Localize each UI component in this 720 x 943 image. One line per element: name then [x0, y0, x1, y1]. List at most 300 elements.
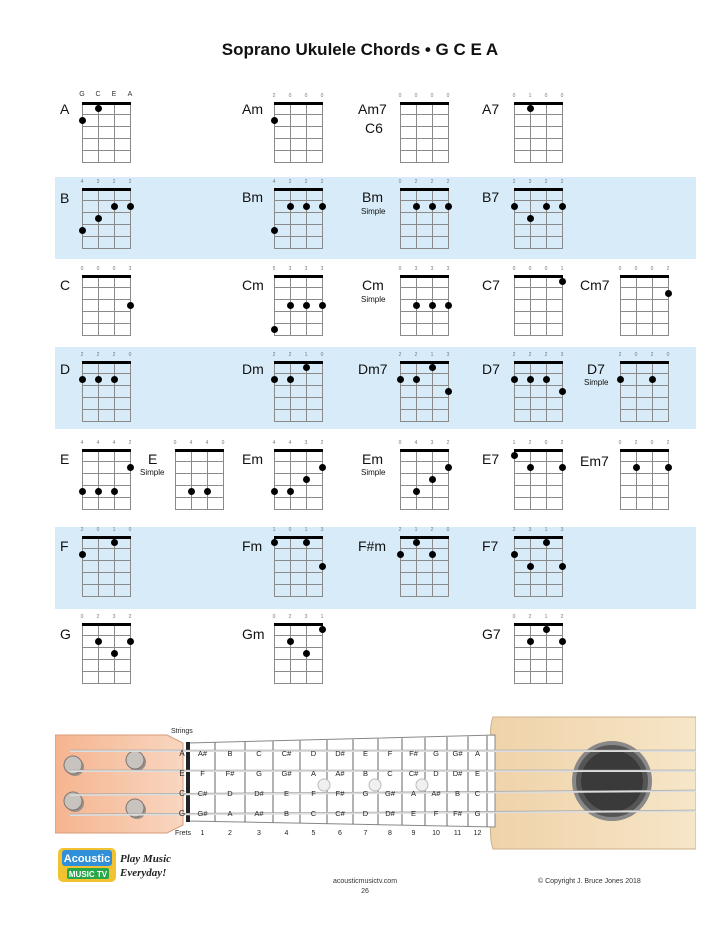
- fret-number: 0: [512, 614, 516, 620]
- fret-cell: [416, 150, 433, 163]
- fret-number: 2: [560, 614, 564, 620]
- chord-diagram: [618, 266, 670, 335]
- fret-cell: [82, 236, 99, 249]
- fret-cell: [530, 236, 547, 249]
- fret-note: E: [283, 789, 290, 798]
- fret-number: 0: [544, 93, 548, 99]
- finger-dot: [429, 302, 436, 309]
- chord-diagram: [618, 352, 670, 421]
- fret-cell: [400, 150, 417, 163]
- chord-label: Em: [362, 451, 383, 467]
- finger-dot: [271, 227, 278, 234]
- finger-dot: [429, 203, 436, 210]
- finger-dot: [543, 376, 550, 383]
- fret-note: E: [410, 809, 417, 818]
- fret-note: G#: [281, 769, 292, 778]
- finger-dot: [287, 203, 294, 210]
- fret-number: 3: [288, 266, 292, 272]
- nut: [514, 536, 563, 539]
- nut: [274, 623, 323, 626]
- fret-note: A#: [197, 749, 208, 758]
- position-marker: [318, 779, 330, 791]
- fret-cell: [114, 150, 131, 163]
- fret-cell: [432, 584, 449, 597]
- chord-diagram: [80, 614, 132, 683]
- fret-note: D: [433, 769, 439, 778]
- finger-dot: [287, 638, 294, 645]
- fret-number-label: 3: [257, 830, 261, 837]
- finger-dot: [271, 539, 278, 546]
- fret-number: 0: [398, 266, 402, 272]
- fret-number: 2: [320, 440, 324, 446]
- finger-dot: [271, 376, 278, 383]
- fret-number: 4: [272, 179, 276, 185]
- fret-number: 0: [650, 440, 654, 446]
- fret-number: 4: [112, 440, 116, 446]
- nut: [274, 449, 323, 452]
- fret-number: 0: [221, 440, 225, 446]
- nut: [514, 449, 563, 452]
- fret-number: 0: [80, 614, 84, 620]
- nut: [620, 361, 669, 364]
- chord-diagram: [512, 352, 564, 421]
- finger-dot: [188, 488, 195, 495]
- fret-cell: [546, 150, 563, 163]
- chord-diagram: [272, 93, 324, 162]
- logo-line1: Acoustic: [63, 853, 111, 865]
- fret-note: B: [454, 789, 461, 798]
- fret-number: 2: [430, 179, 434, 185]
- fret-number: 2: [430, 527, 434, 533]
- fret-number: 0: [112, 266, 116, 272]
- fret-note: D: [227, 789, 233, 798]
- fret-cell: [290, 323, 307, 336]
- fret-cell: [290, 409, 307, 422]
- fret-note: A: [310, 769, 317, 778]
- fret-number: 2: [446, 179, 450, 185]
- sound-hole-inner: [581, 750, 643, 812]
- fret-note: D#: [385, 809, 395, 818]
- finger-dot: [303, 364, 310, 371]
- string-name: G: [79, 91, 85, 98]
- fret-cell: [514, 323, 531, 336]
- fret-cell: [620, 323, 637, 336]
- finger-dot: [527, 376, 534, 383]
- fret-note: B: [227, 749, 233, 758]
- fret-note: F: [387, 749, 393, 758]
- fret-number: 0: [560, 93, 564, 99]
- fret-note: G: [256, 769, 262, 778]
- fret-number: 3: [560, 352, 564, 358]
- fret-note: G: [362, 789, 369, 798]
- finger-dot: [111, 488, 118, 495]
- fret-cell: [82, 409, 99, 422]
- chord-label: Em: [242, 451, 263, 467]
- chord-label: C7: [482, 277, 500, 293]
- finger-dot: [617, 376, 624, 383]
- chord-diagram: [80, 527, 132, 596]
- fret-number: 3: [528, 527, 532, 533]
- fret-number: 0: [618, 440, 622, 446]
- fret-number: 2: [398, 527, 402, 533]
- fret-cell: [514, 584, 531, 597]
- chord-label: Am: [242, 101, 263, 117]
- chord-label: C: [60, 277, 71, 293]
- fret-note: C#: [197, 789, 208, 798]
- fret-number-label: 7: [363, 830, 368, 837]
- fret-cell: [620, 409, 637, 422]
- fret-number: 1: [304, 527, 308, 533]
- finger-dot: [429, 551, 436, 558]
- fret-cell: [274, 497, 291, 510]
- fret-number: 0: [446, 93, 450, 99]
- fret-number-label: 11: [453, 830, 462, 837]
- finger-dot: [111, 376, 118, 383]
- fret-number: 0: [304, 93, 308, 99]
- fret-number: 2: [398, 352, 402, 358]
- fret-cell: [306, 497, 323, 510]
- fret-number: 0: [96, 266, 100, 272]
- fret-note: E: [474, 769, 481, 778]
- finger-dot: [79, 376, 86, 383]
- fret-number: 1: [544, 614, 548, 620]
- finger-dot: [445, 388, 452, 395]
- fret-cell: [114, 236, 131, 249]
- fret-number: 2: [666, 440, 670, 446]
- fret-note: D: [310, 749, 317, 758]
- fret-note: C: [310, 809, 317, 818]
- fret-cell: [306, 150, 323, 163]
- fret-cell: [82, 671, 99, 684]
- finger-dot: [527, 215, 534, 222]
- finger-dot: [559, 388, 566, 395]
- fret-number: 0: [634, 266, 638, 272]
- chord-label: Cm: [242, 277, 264, 293]
- fret-note: E: [362, 749, 369, 758]
- fret-cell: [636, 409, 653, 422]
- finger-dot: [413, 203, 420, 210]
- fret-cell: [274, 150, 291, 163]
- logo-line2: MUSIC TV: [68, 870, 108, 879]
- row-band-2: [55, 347, 696, 429]
- fret-note: B: [283, 809, 290, 818]
- fret-number-label: 8: [388, 830, 392, 837]
- finger-dot: [445, 203, 452, 210]
- fret-cell: [416, 236, 433, 249]
- finger-dot: [111, 650, 118, 657]
- finger-dot: [319, 302, 326, 309]
- fret-cell: [416, 409, 433, 422]
- chord-variant-label: Simple: [361, 295, 386, 304]
- nut: [514, 188, 563, 191]
- fret-cell: [530, 409, 547, 422]
- fret-number: 1: [304, 352, 308, 358]
- fret-number-label: 2: [228, 830, 232, 837]
- fret-number: 2: [414, 179, 418, 185]
- fret-cell: [98, 236, 115, 249]
- fret-number: 2: [560, 179, 564, 185]
- nut: [82, 449, 131, 452]
- strings-label: Strings: [171, 728, 193, 735]
- fret-number: 1: [512, 440, 516, 446]
- fret-cell: [98, 150, 115, 163]
- fret-number: 0: [650, 266, 654, 272]
- chord-diagram: [272, 352, 324, 421]
- fret-number: 2: [528, 614, 532, 620]
- fret-note: F: [200, 769, 205, 778]
- fret-note: F#: [409, 749, 418, 758]
- fret-number: 4: [189, 440, 193, 446]
- chord-label: F: [60, 538, 69, 554]
- fret-number: 1: [320, 614, 324, 620]
- fret-number: 4: [288, 440, 292, 446]
- finger-dot: [559, 278, 566, 285]
- chord-diagram: [618, 440, 670, 509]
- fret-cell: [274, 671, 291, 684]
- string-name: C: [95, 91, 101, 98]
- chord-diagram: [512, 527, 564, 596]
- chord-label: Cm7: [580, 277, 610, 293]
- fret-number: 4: [205, 440, 209, 446]
- fret-number: 4: [414, 440, 418, 446]
- chord-label: E7: [482, 451, 500, 467]
- fret-number: 2: [512, 352, 516, 358]
- fret-number: 2: [80, 352, 84, 358]
- finger-dot: [559, 464, 566, 471]
- finger-dot: [397, 551, 404, 558]
- footer-copyright: © Copyright J. Bruce Jones 2018: [538, 878, 641, 885]
- fret-note: G#: [452, 749, 463, 758]
- chord-diagram: [272, 440, 324, 509]
- fret-cell: [114, 409, 131, 422]
- nut: [274, 536, 323, 539]
- chord-diagram: [272, 527, 324, 596]
- chord-label: F#m: [358, 538, 386, 554]
- finger-dot: [511, 376, 518, 383]
- fret-cell: [416, 584, 433, 597]
- fret-number-label: 1: [200, 830, 205, 837]
- fret-note: A#: [431, 789, 441, 798]
- fret-number-label: 10: [432, 830, 440, 837]
- chord-diagram: [398, 93, 450, 162]
- finger-dot: [287, 376, 294, 383]
- fret-cell: [620, 497, 637, 510]
- fret-number: 3: [430, 440, 434, 446]
- fret-number: 1: [112, 527, 116, 533]
- finger-dot: [527, 464, 534, 471]
- fret-number: 2: [96, 614, 100, 620]
- finger-dot: [127, 302, 134, 309]
- fret-number: 0: [446, 527, 450, 533]
- fret-number: 2: [666, 266, 670, 272]
- finger-dot: [397, 376, 404, 383]
- fret-number: 3: [528, 179, 532, 185]
- fret-number: 2: [112, 352, 116, 358]
- chord-label: Dm: [242, 361, 264, 377]
- fret-number: 2: [544, 352, 548, 358]
- fretboard-note-chart: [55, 713, 696, 853]
- chord-diagram: [272, 266, 324, 335]
- position-marker: [369, 779, 381, 791]
- fret-number: 5: [272, 266, 276, 272]
- finger-dot: [319, 563, 326, 570]
- chord-label: D7: [482, 361, 500, 377]
- fret-note: F: [433, 809, 439, 818]
- finger-dot: [127, 203, 134, 210]
- fret-number: 3: [320, 266, 324, 272]
- nut: [400, 536, 449, 539]
- fret-cell: [530, 150, 547, 163]
- fret-number: 2: [634, 440, 638, 446]
- page-title: Soprano Ukulele Chords • G C E A: [221, 40, 499, 59]
- fret-number: 0: [528, 266, 532, 272]
- nut: [82, 275, 131, 278]
- fret-number: 2: [272, 352, 276, 358]
- fret-number: 0: [634, 352, 638, 358]
- fret-note: G: [433, 749, 439, 758]
- finger-dot: [559, 638, 566, 645]
- fret-number: 0: [80, 266, 84, 272]
- fret-cell: [290, 584, 307, 597]
- open-string-note: E: [179, 769, 185, 778]
- fret-note: G: [474, 809, 481, 818]
- fret-number: 1: [544, 527, 548, 533]
- fret-cell: [432, 409, 449, 422]
- finger-dot: [95, 638, 102, 645]
- fret-note: F#: [225, 769, 235, 778]
- nut: [82, 623, 131, 626]
- finger-dot: [429, 364, 436, 371]
- fret-note: G#: [384, 789, 396, 798]
- fret-note: A: [474, 749, 481, 758]
- finger-dot: [95, 376, 102, 383]
- fret-cell: [306, 584, 323, 597]
- fret-cell: [400, 236, 417, 249]
- fret-note: F#: [335, 789, 345, 798]
- fret-note: C#: [335, 809, 345, 818]
- nut: [82, 361, 131, 364]
- fret-note: F: [311, 789, 316, 798]
- fret-cell: [514, 497, 531, 510]
- fret-number: 2: [512, 179, 516, 185]
- fret-number: 3: [304, 266, 308, 272]
- nut: [274, 361, 323, 364]
- chord-diagram: [512, 614, 564, 683]
- finger-dot: [413, 539, 420, 546]
- fret-cell: [546, 323, 563, 336]
- string-name: A: [127, 91, 133, 98]
- chord-diagram: [398, 266, 450, 335]
- fret-number: 3: [560, 527, 564, 533]
- acoustic-music-tv-logo: [58, 846, 178, 886]
- fret-number: 2: [320, 179, 324, 185]
- chord-variant-label: Simple: [140, 468, 165, 477]
- fret-number: 2: [544, 179, 548, 185]
- fret-cell: [400, 584, 417, 597]
- finger-dot: [665, 464, 672, 471]
- finger-dot: [649, 376, 656, 383]
- finger-dot: [559, 563, 566, 570]
- chord-diagram: [80, 440, 132, 509]
- finger-dot: [665, 290, 672, 297]
- fret-number: 0: [128, 527, 132, 533]
- nut: [514, 361, 563, 364]
- finger-dot: [271, 488, 278, 495]
- fret-number: 3: [304, 614, 308, 620]
- frets-label: Frets: [175, 830, 191, 837]
- fret-number: 1: [272, 527, 276, 533]
- fret-number: 1: [528, 93, 532, 99]
- finger-dot: [303, 650, 310, 657]
- chord-diagram: [272, 179, 324, 248]
- chord-diagram: [398, 352, 450, 421]
- chord-label: G: [60, 626, 71, 642]
- finger-dot: [271, 326, 278, 333]
- fret-cell: [400, 409, 417, 422]
- fret-note: C#: [408, 769, 419, 778]
- finger-dot: [303, 539, 310, 546]
- fret-number: 1: [430, 352, 434, 358]
- fret-cell: [274, 584, 291, 597]
- footer-site: acousticmusictv.com: [332, 878, 398, 885]
- fret-number: 2: [528, 440, 532, 446]
- finger-dot: [319, 626, 326, 633]
- finger-dot: [111, 203, 118, 210]
- fret-cell: [514, 236, 531, 249]
- fret-cell: [400, 497, 417, 510]
- nut: [274, 102, 323, 105]
- finger-dot: [287, 488, 294, 495]
- fret-note: B: [362, 769, 369, 778]
- fret-note: F#: [453, 809, 462, 818]
- finger-dot: [511, 452, 518, 459]
- finger-dot: [429, 476, 436, 483]
- fret-number: 3: [320, 527, 324, 533]
- nut-bar: [186, 742, 190, 822]
- fret-number: 0: [414, 93, 418, 99]
- nut: [400, 361, 449, 364]
- fret-cell: [432, 236, 449, 249]
- fret-cell: [274, 236, 291, 249]
- fret-cell: [546, 671, 563, 684]
- fret-cell: [652, 323, 669, 336]
- chord-diagram: [512, 93, 564, 162]
- finger-dot: [445, 302, 452, 309]
- fret-cell: [652, 497, 669, 510]
- fret-cell: [98, 409, 115, 422]
- fret-number: 0: [173, 440, 177, 446]
- finger-dot: [413, 302, 420, 309]
- nut: [400, 102, 449, 105]
- fret-cell: [514, 409, 531, 422]
- fret-number: 3: [430, 266, 434, 272]
- fret-cell: [546, 497, 563, 510]
- fret-cell: [306, 409, 323, 422]
- nut: [274, 275, 323, 278]
- finger-dot: [95, 488, 102, 495]
- chord-diagram: [80, 352, 132, 421]
- fret-cell: [416, 497, 433, 510]
- finger-dot: [445, 464, 452, 471]
- chord-diagram: [398, 527, 450, 596]
- fret-cell: [290, 150, 307, 163]
- nut: [514, 623, 563, 626]
- nut: [400, 275, 449, 278]
- open-string-note: G: [178, 809, 186, 818]
- fret-number: 2: [128, 440, 132, 446]
- chord-label: D7: [587, 361, 605, 377]
- nut: [400, 188, 449, 191]
